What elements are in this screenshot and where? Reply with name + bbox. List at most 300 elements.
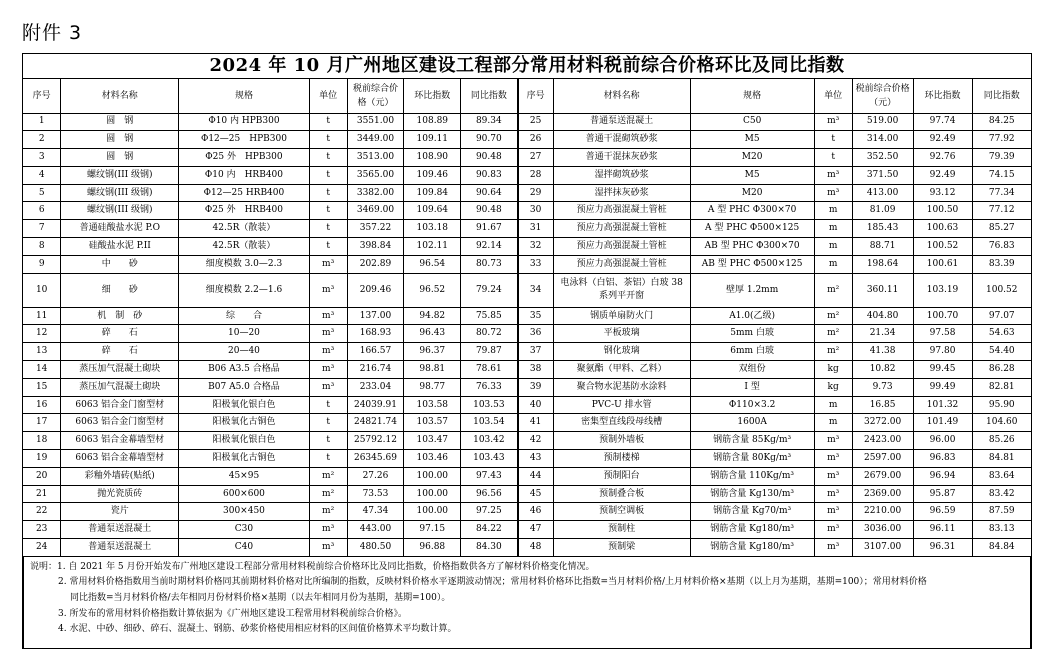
cell-material-name: 瓷片 (61, 503, 179, 521)
cell-unit: t (309, 450, 347, 468)
cell-price: 47.34 (347, 503, 404, 521)
cell-material-name: 圆 钢 (61, 149, 179, 167)
cell-mom-index: 100.00 (404, 503, 461, 521)
cell-material-name: 蒸压加气混凝土砌块 (61, 378, 179, 396)
cell-unit: m² (814, 343, 852, 361)
table-row (23, 255, 1031, 273)
cell-unit: m³ (309, 325, 347, 343)
cell-material-name: 预应力高强混凝土管桩 (553, 238, 690, 256)
table-row (23, 432, 1031, 450)
cell-mom-index: 100.63 (913, 220, 972, 238)
cell-unit: t (309, 414, 347, 432)
cell-unit: t (309, 113, 347, 131)
header-index: 序号 (23, 79, 61, 113)
cell-spec: 综 合 (179, 307, 309, 325)
cell-unit: m² (309, 503, 347, 521)
cell-unit: m (814, 414, 852, 432)
cell-price: 24039.91 (347, 396, 404, 414)
cell-index: 13 (23, 343, 61, 361)
cell-material-name: 普通硅酸盐水泥 P.O (61, 220, 179, 238)
cell-unit: m (814, 396, 852, 414)
cell-mom-index: 96.88 (404, 539, 461, 557)
cell-mom-index: 100.61 (913, 255, 972, 273)
cell-price: 202.89 (347, 255, 404, 273)
table-row (23, 414, 1031, 432)
cell-material-name: 圆 钢 (61, 131, 179, 149)
cell-mom-index: 108.90 (404, 149, 461, 167)
cell-price: 21.34 (852, 325, 913, 343)
cell-price: 216.74 (347, 361, 404, 379)
cell-material-name: 碎 石 (61, 343, 179, 361)
cell-mom-index: 103.57 (404, 414, 461, 432)
cell-price: 3036.00 (852, 521, 913, 539)
cell-spec: 阳极氧化古铜色 (179, 450, 309, 468)
cell-yoy-index: 76.83 (972, 238, 1031, 256)
cell-price: 3107.00 (852, 539, 913, 557)
header-index: 序号 (518, 79, 554, 113)
cell-material-name: 预制楼梯 (553, 450, 690, 468)
cell-mom-index: 92.49 (913, 166, 972, 184)
cell-index: 15 (23, 378, 61, 396)
cell-yoy-index: 77.12 (972, 202, 1031, 220)
cell-price: 137.00 (347, 307, 404, 325)
cell-index: 27 (518, 149, 554, 167)
cell-yoy-index: 96.56 (461, 485, 518, 503)
cell-index: 36 (518, 325, 554, 343)
cell-price: 398.84 (347, 238, 404, 256)
notes-section (23, 557, 1031, 649)
cell-price: 2679.00 (852, 467, 913, 485)
cell-unit: m³ (309, 273, 347, 307)
header-unit: 单位 (814, 79, 852, 113)
header-yoy-index: 同比指数 (461, 79, 518, 113)
cell-spec: M5 (690, 131, 814, 149)
cell-index: 40 (518, 396, 554, 414)
cell-index: 7 (23, 220, 61, 238)
cell-price: 480.50 (347, 539, 404, 557)
cell-unit: kg (814, 378, 852, 396)
cell-yoy-index: 76.33 (461, 378, 518, 396)
cell-yoy-index: 79.87 (461, 343, 518, 361)
cell-unit: m³ (814, 184, 852, 202)
cell-unit: m³ (814, 432, 852, 450)
cell-unit: m² (309, 467, 347, 485)
cell-mom-index: 103.47 (404, 432, 461, 450)
cell-index: 4 (23, 166, 61, 184)
cell-material-name: 蒸压加气混凝土砌块 (61, 361, 179, 379)
cell-mom-index: 96.31 (913, 539, 972, 557)
cell-unit: m³ (309, 255, 347, 273)
cell-yoy-index: 97.43 (461, 467, 518, 485)
table-row (23, 343, 1031, 361)
cell-yoy-index: 82.81 (972, 378, 1031, 396)
cell-spec: 钢筋含量 80Kg/m³ (690, 450, 814, 468)
cell-price: 24821.74 (347, 414, 404, 432)
cell-mom-index: 97.80 (913, 343, 972, 361)
header-price: 税前综合价格（元） (852, 79, 913, 113)
cell-price: 413.00 (852, 184, 913, 202)
cell-mom-index: 109.64 (404, 202, 461, 220)
cell-index: 21 (23, 485, 61, 503)
header-mom-index: 环比指数 (404, 79, 461, 113)
cell-yoy-index: 83.64 (972, 467, 1031, 485)
cell-material-name: 6063 铝合金门窗型材 (61, 396, 179, 414)
cell-index: 24 (23, 539, 61, 557)
cell-yoy-index: 103.43 (461, 450, 518, 468)
cell-yoy-index: 90.48 (461, 202, 518, 220)
cell-price: 519.00 (852, 113, 913, 131)
cell-index: 43 (518, 450, 554, 468)
cell-index: 37 (518, 343, 554, 361)
cell-spec: 6mm 白玻 (690, 343, 814, 361)
cell-mom-index: 96.00 (913, 432, 972, 450)
cell-material-name: 钢化玻璃 (553, 343, 690, 361)
table-row (23, 378, 1031, 396)
cell-mom-index: 103.46 (404, 450, 461, 468)
cell-yoy-index: 90.64 (461, 184, 518, 202)
cell-spec: Φ12—25 HRB400 (179, 184, 309, 202)
cell-material-name: PVC-U 排水管 (553, 396, 690, 414)
cell-index: 41 (518, 414, 554, 432)
cell-material-name: 细 砂 (61, 273, 179, 307)
cell-index: 19 (23, 450, 61, 468)
cell-index: 30 (518, 202, 554, 220)
cell-unit: t (309, 166, 347, 184)
table-row (23, 131, 1031, 149)
cell-mom-index: 92.49 (913, 131, 972, 149)
cell-index: 20 (23, 467, 61, 485)
cell-yoy-index: 86.28 (972, 361, 1031, 379)
cell-price: 27.26 (347, 467, 404, 485)
cell-index: 1 (23, 113, 61, 131)
cell-price: 41.38 (852, 343, 913, 361)
cell-yoy-index: 83.13 (972, 521, 1031, 539)
cell-material-name: 聚合物水泥基防水涂料 (553, 378, 690, 396)
cell-index: 48 (518, 539, 554, 557)
cell-unit: kg (814, 361, 852, 379)
cell-spec: 钢筋含量 85Kg/m³ (690, 432, 814, 450)
cell-material-name: 6063 铝合金幕墙型材 (61, 450, 179, 468)
cell-price: 3551.00 (347, 113, 404, 131)
cell-price: 3513.00 (347, 149, 404, 167)
document-title: 2024 年 10 月广州地区建设工程部分常用材料税前综合价格环比及同比指数 (23, 54, 1031, 79)
header-material-name: 材料名称 (61, 79, 179, 113)
cell-spec: A 型 PHC Φ300×70 (690, 202, 814, 220)
cell-unit: t (309, 432, 347, 450)
cell-yoy-index: 85.26 (972, 432, 1031, 450)
cell-material-name: 6063 铝合金幕墙型材 (61, 432, 179, 450)
cell-mom-index: 99.45 (913, 361, 972, 379)
cell-yoy-index: 77.34 (972, 184, 1031, 202)
cell-price: 371.50 (852, 166, 913, 184)
cell-spec: 钢筋含量 Kg70/m³ (690, 503, 814, 521)
cell-mom-index: 92.76 (913, 149, 972, 167)
cell-unit: t (309, 202, 347, 220)
cell-index: 28 (518, 166, 554, 184)
cell-yoy-index: 78.61 (461, 361, 518, 379)
cell-material-name: 钢质单扇防火门 (553, 307, 690, 325)
cell-spec: C40 (179, 539, 309, 557)
cell-material-name: 机 制 砂 (61, 307, 179, 325)
cell-material-name: 彩釉外墙砖(贴纸) (61, 467, 179, 485)
cell-mom-index: 96.11 (913, 521, 972, 539)
cell-mom-index: 95.87 (913, 485, 972, 503)
cell-index: 38 (518, 361, 554, 379)
cell-unit: m (814, 202, 852, 220)
cell-index: 6 (23, 202, 61, 220)
cell-material-name: 螺纹钢(III 级钢) (61, 184, 179, 202)
cell-mom-index: 96.94 (913, 467, 972, 485)
cell-mom-index: 98.77 (404, 378, 461, 396)
cell-yoy-index: 95.90 (972, 396, 1031, 414)
cell-unit: t (814, 131, 852, 149)
cell-unit: t (309, 396, 347, 414)
cell-unit: m² (814, 273, 852, 307)
cell-material-name: 预应力高强混凝土管桩 (553, 255, 690, 273)
cell-yoy-index: 104.60 (972, 414, 1031, 432)
cell-price: 25792.12 (347, 432, 404, 450)
header-material-name: 材料名称 (553, 79, 690, 113)
cell-unit: t (309, 220, 347, 238)
cell-spec: Φ10 内 HPB300 (179, 113, 309, 131)
cell-yoy-index: 103.54 (461, 414, 518, 432)
cell-mom-index: 100.52 (913, 238, 972, 256)
cell-mom-index: 96.43 (404, 325, 461, 343)
cell-unit: t (814, 149, 852, 167)
cell-material-name: 6063 铝合金门窗型材 (61, 414, 179, 432)
cell-index: 25 (518, 113, 554, 131)
cell-spec: 钢筋含量 110Kg/m³ (690, 467, 814, 485)
cell-material-name: 聚氨酯（甲料、乙料） (553, 361, 690, 379)
cell-yoy-index: 79.24 (461, 273, 518, 307)
cell-price: 3272.00 (852, 414, 913, 432)
cell-unit: m² (814, 307, 852, 325)
table-row (23, 113, 1031, 131)
cell-material-name: 中 砂 (61, 255, 179, 273)
cell-price: 2210.00 (852, 503, 913, 521)
cell-spec: 阳极氧化银白色 (179, 432, 309, 450)
cell-yoy-index: 100.52 (972, 273, 1031, 307)
cell-material-name: 湿拌抹灰砂浆 (553, 184, 690, 202)
cell-mom-index: 98.81 (404, 361, 461, 379)
cell-unit: m³ (814, 485, 852, 503)
note-line: 说明：1. 自 2021 年 5 月份开始发布广州地区建设工程部分常用材料税前综合价格环比及同比指数，价格指数供各方了解材料价格变化情况。 (30, 561, 595, 572)
cell-unit: m² (814, 325, 852, 343)
cell-spec: AB 型 PHC Φ500×125 (690, 255, 814, 273)
cell-price: 360.11 (852, 273, 913, 307)
table-row (23, 202, 1031, 220)
cell-spec: 壁厚 1.2mm (690, 273, 814, 307)
cell-unit: m³ (814, 521, 852, 539)
cell-price: 2423.00 (852, 432, 913, 450)
table-header-row (23, 79, 1031, 113)
cell-index: 14 (23, 361, 61, 379)
cell-material-name: 抛光瓷质砖 (61, 485, 179, 503)
cell-material-name: 预应力高强混凝土管桩 (553, 220, 690, 238)
table-row (23, 521, 1031, 539)
cell-material-name: 预制外墙板 (553, 432, 690, 450)
cell-unit: m³ (309, 343, 347, 361)
cell-material-name: 湿拌砌筑砂浆 (553, 166, 690, 184)
cell-yoy-index: 83.42 (972, 485, 1031, 503)
cell-mom-index: 96.59 (913, 503, 972, 521)
cell-mom-index: 94.82 (404, 307, 461, 325)
table-row (23, 273, 1031, 307)
cell-material-name: 密集型直线段母线槽 (553, 414, 690, 432)
note-line: 2. 常用材料价格指数用当前时期材料价格同其前期材料价格对比所编制的指数，反映材料价格水平逐期波动情况；常用材料价格环比指数=当月材料价格/上月材料价格×基期（以上月为基期，基期=100）；常用材料价格 (58, 577, 927, 588)
cell-index: 29 (518, 184, 554, 202)
cell-unit: m³ (309, 539, 347, 557)
cell-spec: Φ25 外 HRB400 (179, 202, 309, 220)
cell-price: 443.00 (347, 521, 404, 539)
cell-spec: M20 (690, 184, 814, 202)
table-row (23, 396, 1031, 414)
cell-yoy-index: 84.84 (972, 539, 1031, 557)
cell-unit: m³ (814, 539, 852, 557)
cell-price: 10.82 (852, 361, 913, 379)
cell-mom-index: 96.37 (404, 343, 461, 361)
cell-spec: C50 (690, 113, 814, 131)
cell-yoy-index: 80.73 (461, 255, 518, 273)
cell-yoy-index: 103.42 (461, 432, 518, 450)
cell-spec: I 型 (690, 378, 814, 396)
cell-price: 404.80 (852, 307, 913, 325)
cell-unit: m³ (814, 467, 852, 485)
cell-price: 168.93 (347, 325, 404, 343)
cell-spec: 双组份 (690, 361, 814, 379)
note-line: 4. 水泥、中砂、细砂、碎石、混凝土、钢筋、砂浆价格使用相应材料的区间值价格算术平均数计算。 (58, 624, 457, 635)
cell-index: 16 (23, 396, 61, 414)
cell-mom-index: 101.49 (913, 414, 972, 432)
table-row (23, 238, 1031, 256)
cell-mom-index: 97.15 (404, 521, 461, 539)
cell-yoy-index: 54.63 (972, 325, 1031, 343)
cell-unit: m³ (309, 361, 347, 379)
cell-index: 22 (23, 503, 61, 521)
cell-material-name: 平板玻璃 (553, 325, 690, 343)
cell-material-name: 螺纹钢(III 级钢) (61, 166, 179, 184)
cell-yoy-index: 90.48 (461, 149, 518, 167)
cell-price: 88.71 (852, 238, 913, 256)
cell-yoy-index: 90.70 (461, 131, 518, 149)
cell-spec: A1.0(乙级) (690, 307, 814, 325)
cell-spec: M5 (690, 166, 814, 184)
cell-unit: m (814, 255, 852, 273)
cell-mom-index: 100.70 (913, 307, 972, 325)
cell-index: 5 (23, 184, 61, 202)
cell-material-name: 普通泵送混凝土 (553, 113, 690, 131)
cell-yoy-index: 103.53 (461, 396, 518, 414)
cell-yoy-index: 85.27 (972, 220, 1031, 238)
cell-yoy-index: 97.25 (461, 503, 518, 521)
cell-spec: 细度模数 3.0—2.3 (179, 255, 309, 273)
cell-spec: 20—40 (179, 343, 309, 361)
cell-unit: m³ (814, 113, 852, 131)
cell-price: 73.53 (347, 485, 404, 503)
cell-mom-index: 96.83 (913, 450, 972, 468)
cell-yoy-index: 84.30 (461, 539, 518, 557)
table-row (23, 361, 1031, 379)
cell-index: 26 (518, 131, 554, 149)
cell-index: 8 (23, 238, 61, 256)
cell-price: 185.43 (852, 220, 913, 238)
cell-price: 357.22 (347, 220, 404, 238)
cell-spec: 10—20 (179, 325, 309, 343)
cell-material-name: 硅酸盐水泥 P.II (61, 238, 179, 256)
cell-index: 17 (23, 414, 61, 432)
cell-price: 3449.00 (347, 131, 404, 149)
cell-material-name: 碎 石 (61, 325, 179, 343)
cell-mom-index: 96.52 (404, 273, 461, 307)
cell-unit: m (814, 220, 852, 238)
cell-unit: m³ (309, 521, 347, 539)
cell-price: 3469.00 (347, 202, 404, 220)
cell-mom-index: 100.00 (404, 485, 461, 503)
cell-index: 34 (518, 273, 554, 307)
cell-price: 3382.00 (347, 184, 404, 202)
cell-mom-index: 99.49 (913, 378, 972, 396)
cell-yoy-index: 84.22 (461, 521, 518, 539)
cell-material-name: 预应力高强混凝土管桩 (553, 202, 690, 220)
cell-unit: m³ (309, 378, 347, 396)
table-row (23, 184, 1031, 202)
cell-spec: 42.5R（散装） (179, 220, 309, 238)
cell-index: 32 (518, 238, 554, 256)
cell-unit: m² (309, 485, 347, 503)
price-index-table (23, 79, 1031, 557)
cell-yoy-index: 91.67 (461, 220, 518, 238)
cell-yoy-index: 84.81 (972, 450, 1031, 468)
cell-mom-index: 109.11 (404, 131, 461, 149)
header-unit: 单位 (309, 79, 347, 113)
cell-mom-index: 97.58 (913, 325, 972, 343)
cell-spec: Φ10 内 HRB400 (179, 166, 309, 184)
cell-mom-index: 93.12 (913, 184, 972, 202)
cell-spec: 45×95 (179, 467, 309, 485)
header-yoy-index: 同比指数 (972, 79, 1031, 113)
cell-yoy-index: 84.25 (972, 113, 1031, 131)
cell-index: 45 (518, 485, 554, 503)
cell-material-name: 预制梁 (553, 539, 690, 557)
cell-material-name: 普通干混砌筑砂浆 (553, 131, 690, 149)
cell-index: 18 (23, 432, 61, 450)
cell-spec: 阳极氧化古铜色 (179, 414, 309, 432)
table-row (23, 325, 1031, 343)
table-row (23, 539, 1031, 557)
cell-price: 166.57 (347, 343, 404, 361)
cell-mom-index: 97.74 (913, 113, 972, 131)
cell-mom-index: 109.84 (404, 184, 461, 202)
cell-spec: 钢筋含量 Kg130/m³ (690, 485, 814, 503)
cell-spec: 细度模数 2.2—1.6 (179, 273, 309, 307)
cell-material-name: 电泳料（白铝、茶铝）白玻 38 系列平开窗 (553, 273, 690, 307)
cell-unit: t (309, 184, 347, 202)
cell-spec: 阳极氧化银白色 (179, 396, 309, 414)
cell-mom-index: 100.50 (913, 202, 972, 220)
note-line: 同比指数=当月材料价格/去年相同月份材料价格×基期（以去年相同月份为基期，基期=100）。 (70, 593, 451, 604)
cell-yoy-index: 89.34 (461, 113, 518, 131)
cell-spec: B06 A3.5 合格品 (179, 361, 309, 379)
table-row (23, 467, 1031, 485)
cell-spec: 600×600 (179, 485, 309, 503)
cell-unit: m³ (814, 450, 852, 468)
cell-material-name: 普通干混抹灰砂浆 (553, 149, 690, 167)
cell-spec: AB 型 PHC Φ300×70 (690, 238, 814, 256)
cell-spec: Φ25 外 HPB300 (179, 149, 309, 167)
cell-yoy-index: 54.40 (972, 343, 1031, 361)
cell-price: 352.50 (852, 149, 913, 167)
table-row (23, 485, 1031, 503)
